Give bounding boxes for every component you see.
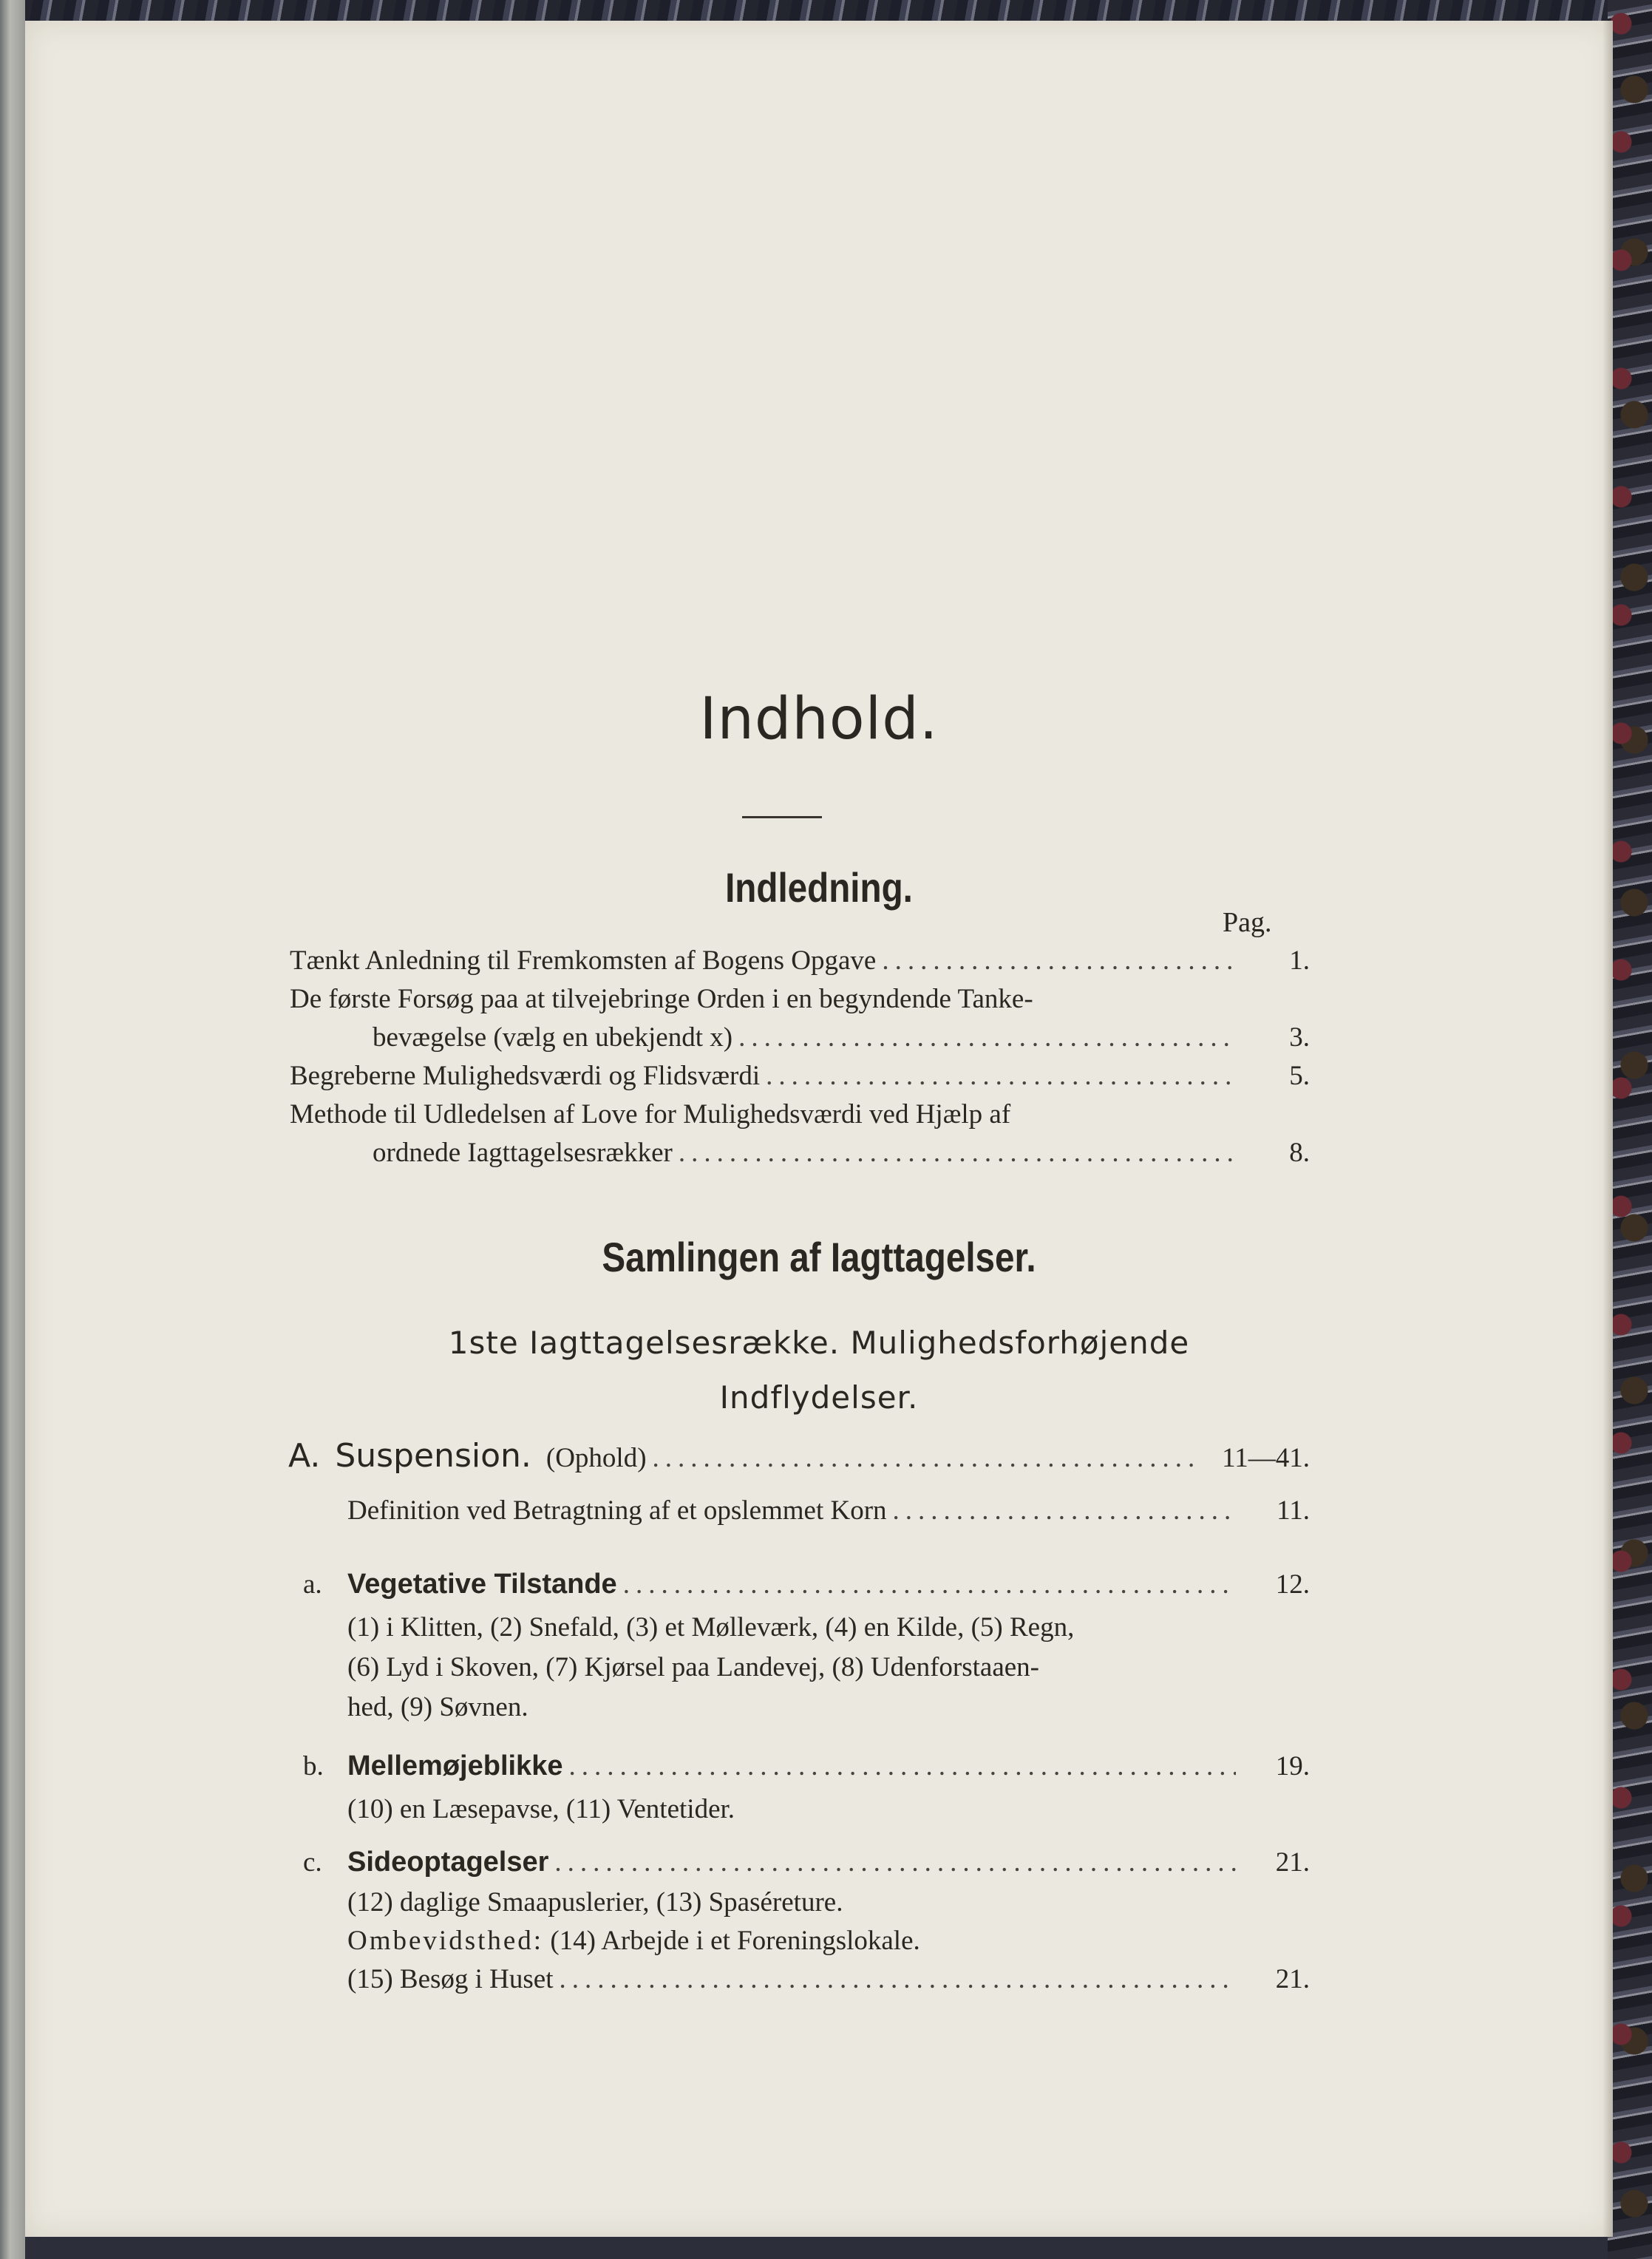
page-number: 8. xyxy=(1289,1138,1310,1168)
toc-item-line: (6) Lyd i Skoven, (7) Kjørsel paa Landevej, (8) Udenforstaaen- xyxy=(347,1652,1039,1682)
toc-item-line: (1) i Klitten, (2) Snefald, (3) et Mølleværk, (4) en Kilde, (5) Regn, xyxy=(347,1612,1075,1643)
page-number: 5. xyxy=(1289,1061,1310,1091)
page-number: 3. xyxy=(1289,1022,1310,1053)
page-number: 11—41. xyxy=(1222,1443,1310,1473)
book-spine-left xyxy=(0,0,25,2259)
toc-section-a[interactable] xyxy=(288,1437,1310,1475)
page-number: 1. xyxy=(1289,945,1310,976)
toc-entry[interactable]: bevægelse (vælg en ubekjendt x) ..... 3. xyxy=(373,1022,1310,1053)
subsection-title: Sideoptagelser xyxy=(347,1847,549,1878)
toc-subsection-b[interactable] xyxy=(347,1750,1310,1782)
book-page xyxy=(25,21,1613,2237)
toc-entry-line[interactable]: Methode til Udledelsen af Love for Mulighedsværdi ved Hjælp af xyxy=(290,1099,1011,1130)
pag-label: Pag. xyxy=(1223,907,1272,938)
toc-subsection-a[interactable] xyxy=(347,1569,1310,1600)
section-letter: A. xyxy=(288,1437,321,1475)
section-title: Suspension. xyxy=(335,1437,531,1475)
toc-entry[interactable]: ordnede Iagttagelsesrækker ..... 8. xyxy=(373,1137,1310,1169)
intro-heading: Indledning. xyxy=(725,864,913,911)
toc-entry[interactable]: Definition ved Betragtning af et opslemmet Korn ..... 11. xyxy=(347,1495,1310,1526)
subsection-title: Mellemøjeblikke xyxy=(347,1750,563,1781)
collection-heading: Samlingen af Iagttagelser. xyxy=(602,1234,1036,1280)
page-title: Indhold. xyxy=(699,686,939,753)
subsection-letter: c. xyxy=(303,1847,322,1878)
page-number: 11. xyxy=(1277,1495,1310,1526)
page-number: 21. xyxy=(1275,1847,1310,1878)
series-heading-line2: Indflydelser. xyxy=(719,1379,919,1416)
page-number: 21. xyxy=(1275,1964,1310,1994)
page-number: 12. xyxy=(1275,1569,1310,1600)
book-cover-right xyxy=(1608,0,1652,2259)
title-divider xyxy=(742,816,822,818)
toc-entry[interactable]: Begreberne Mulighedsværdi og Flidsværdi ..... 5. xyxy=(290,1060,1310,1092)
page-number: 19. xyxy=(1275,1751,1310,1781)
subsection-title: Vegetative Tilstande xyxy=(347,1569,617,1600)
toc-entry[interactable]: (15) Besøg i Huset ..... 21. xyxy=(347,1963,1310,1995)
toc-subsection-c[interactable] xyxy=(347,1847,1310,1878)
ombevidsthed-label: Ombevidsthed: xyxy=(347,1926,544,1956)
toc-item-line: hed, (9) Søvnen. xyxy=(347,1692,528,1722)
toc-item-line: (10) en Læsepavse, (11) Ventetider. xyxy=(347,1794,735,1824)
series-heading: 1ste Iagttagelsesrække. Mulighedsforhøjende xyxy=(448,1325,1190,1361)
toc-item-line: Ombevidsthed: (14) Arbejde i et Foreningslokale. xyxy=(347,1926,920,1956)
toc-entry[interactable]: Tænkt Anledning til Fremkomsten af Bogens Opgave ..... 1. xyxy=(290,945,1310,976)
section-subtitle: (Ophold) xyxy=(545,1443,647,1473)
toc-entry-line[interactable]: De første Forsøg paa at tilvejebringe Orden i en begyndende Tanke- xyxy=(290,984,1033,1014)
toc-item-line: (12) daglige Smaapuslerier, (13) Spaséreture. xyxy=(347,1887,843,1917)
subsection-letter: a. xyxy=(303,1569,322,1600)
subsection-letter: b. xyxy=(303,1751,324,1781)
